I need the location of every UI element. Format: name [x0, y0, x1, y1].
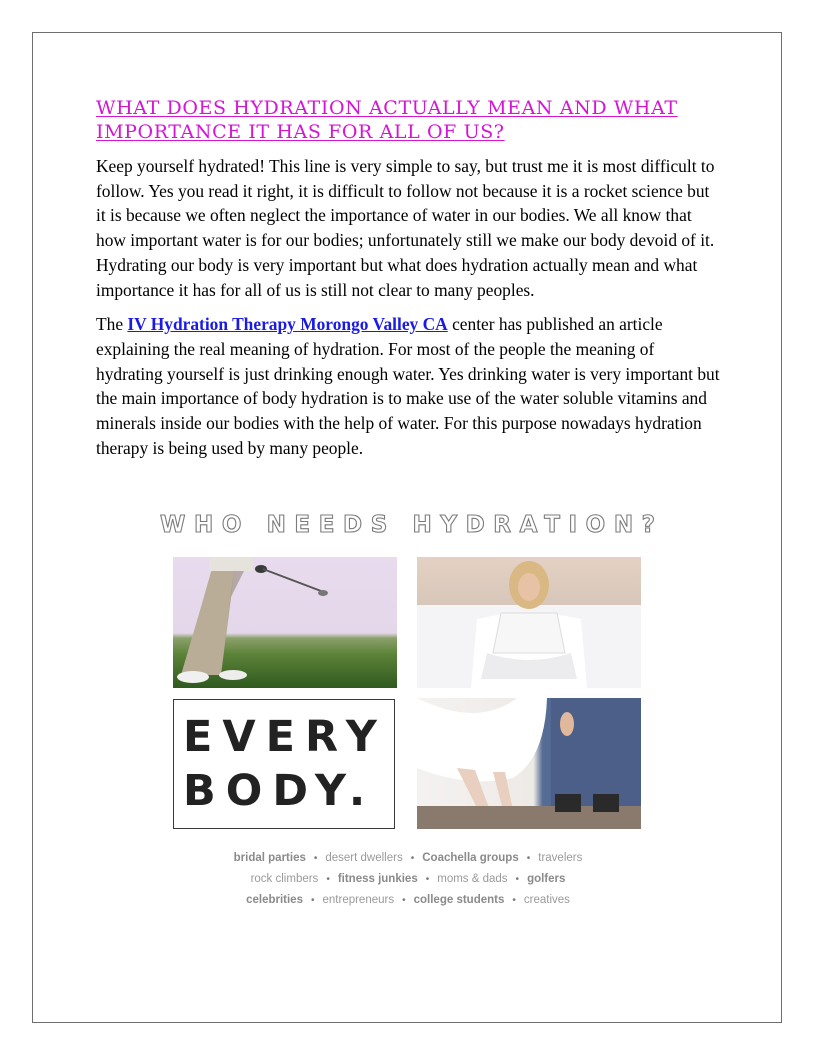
- paragraph-intro: Keep yourself hydrated! This line is very simple to say, but trust me it is most difficult to follow. Yes you read it right, it is difficult to follow not because it is a rocket science but it is because we often neglect the importance of water in our bodies. We all know that how important water is for our bodies; unfortunately still we make our body devoid of it. Hydrating our body is very important but what does hydration actually mean and what importance it has for all of us is still not clear to many peoples.: [96, 156, 715, 300]
- golfer-photo: [173, 557, 397, 688]
- tag-separator: •: [310, 895, 315, 906]
- article: [96, 96, 720, 470]
- wedding-couple-photo: [417, 698, 641, 829]
- tag-bridal-parties: bridal parties: [233, 852, 306, 864]
- every-text: EVERY: [183, 712, 387, 762]
- tag-separator: •: [515, 874, 520, 885]
- tag-creatives: creatives: [523, 894, 570, 906]
- tag-row-2: [160, 869, 656, 890]
- tag-celebrities: celebrities: [246, 894, 303, 906]
- tag-separator: •: [402, 895, 406, 906]
- tag-travelers: travelers: [538, 852, 583, 864]
- tag-separator: •: [313, 853, 318, 864]
- paragraph-prefix: The: [96, 314, 128, 335]
- audience-tags: [160, 848, 656, 911]
- body-text: BODY.: [183, 766, 376, 816]
- tag-separator: •: [425, 874, 430, 885]
- tag-desert-dwellers: desert dwellers: [325, 852, 403, 864]
- tag-separator: •: [326, 874, 330, 885]
- tag-separator: •: [526, 853, 531, 864]
- tag-golfers: golfers: [527, 873, 566, 885]
- hydration-infographic: [160, 505, 664, 915]
- infographic-title: WHO NEEDS HYDRATION?: [160, 512, 664, 538]
- tag-separator: •: [512, 895, 516, 906]
- tag-entrepreneurs: entrepreneurs: [322, 894, 395, 906]
- paragraph-suffix: center has published an article explaining the real meaning of hydration. For most of the people the meaning of hydrating yourself is just drinking enough water. Yes drinking water is very important but the main importance of body hydration is to make use of the water soluble vitamins and minerals inside our bodies with the help of water. For this purpose nowadays hydration therapy is being used by many people.: [96, 314, 720, 458]
- tag-rock-climbers: rock climbers: [250, 873, 319, 885]
- tag-row-3: [160, 890, 656, 911]
- tag-separator: •: [410, 853, 415, 864]
- iv-hydration-link[interactable]: IV Hydration Therapy Morongo Valley CA: [127, 314, 448, 335]
- tag-moms-dads: moms & dads: [437, 873, 508, 885]
- tag-fitness-junkies: fitness junkies: [337, 873, 418, 885]
- tag-row-1: [160, 848, 656, 869]
- tag-college-students: college students: [413, 894, 505, 906]
- paragraph-therapy: [96, 312, 720, 460]
- every-body-box: [173, 699, 395, 829]
- laptop-woman-photo: [417, 557, 641, 688]
- article-heading: WHAT DOES HYDRATION ACTUALLY MEAN AND WHAT IMPORTANCE IT HAS FOR ALL OF US?: [96, 97, 678, 143]
- tag-coachella-groups: Coachella groups: [422, 852, 519, 864]
